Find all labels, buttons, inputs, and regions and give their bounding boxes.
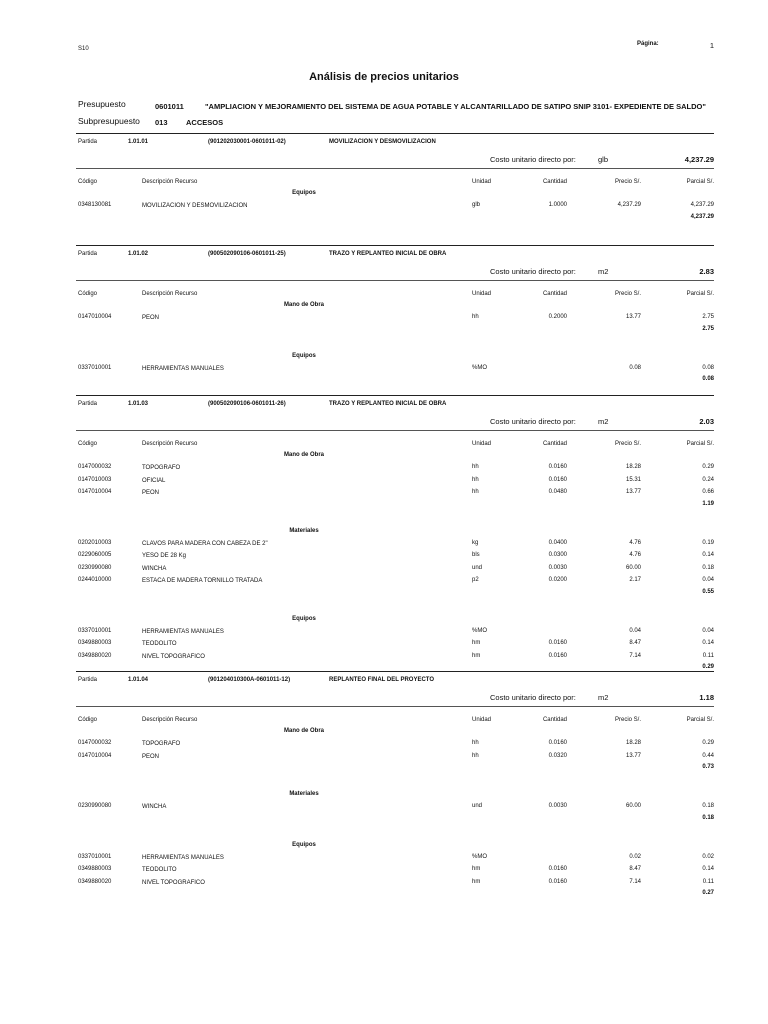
partida-ref: (900502090106-0601011-25): [208, 251, 286, 257]
row-partial: 0.04: [702, 627, 714, 634]
col-codigo: Código: [78, 179, 98, 185]
partida-number: 1.01.02: [128, 251, 149, 257]
row-partial: 2.75: [702, 314, 714, 320]
row-unit: hh: [472, 464, 479, 470]
partida-label: Partida: [78, 677, 98, 683]
row-price: 8.47: [629, 866, 641, 872]
group-subtotal: 0.18: [702, 814, 714, 821]
row-desc: ESTACA DE MADERA TORNILLO TRATADA: [142, 578, 263, 584]
row-partial: 0.11: [702, 652, 714, 659]
row-partial: 0.29: [702, 464, 714, 470]
col-parcial: Parcial S/.: [686, 717, 714, 723]
row-price: 4,237.29: [617, 202, 641, 208]
software-code: S10: [78, 46, 89, 52]
row-qty: 1.0000: [548, 202, 567, 208]
row-unit: p2: [472, 577, 479, 583]
row-price: 4.76: [629, 552, 641, 558]
col-parcial: Parcial S/.: [686, 179, 714, 185]
partida-name: TRAZO Y REPLANTEO INICIAL DE OBRA: [329, 401, 447, 407]
partida-number: 1.01.03: [128, 401, 149, 407]
row-code: 0147000032: [78, 464, 112, 470]
row-partial: 0.66: [702, 489, 714, 495]
row-unit: hh: [472, 314, 479, 320]
row-code: 0202010003: [78, 539, 112, 546]
col-precio: Precio S/.: [614, 717, 641, 723]
row-partial: 0.44: [702, 752, 714, 759]
row-partial: 4,237.29: [690, 202, 714, 208]
costo-total: 4,237.29: [684, 155, 714, 164]
group-subtotal: 0.08: [702, 376, 714, 382]
row-unit: und: [472, 564, 483, 571]
row-partial: 0.14: [702, 866, 714, 872]
page-label: Página:: [637, 41, 659, 47]
partida-number: 1.01.01: [128, 139, 149, 145]
partida-name: REPLANTEO FINAL DEL PROYECTO: [329, 677, 435, 683]
row-desc: PEON: [142, 315, 160, 321]
divider: [76, 280, 714, 281]
row-partial: 0.18: [702, 564, 714, 571]
costo-unit: m2: [598, 417, 609, 426]
col-cantidad: Cantidad: [542, 179, 567, 185]
group-title: Mano de Obra: [283, 728, 324, 734]
row-unit: %MO: [472, 853, 487, 860]
row-desc: HERRAMIENTAS MANUALES: [142, 365, 224, 372]
page-title: Análisis de precios unitarios: [309, 71, 459, 83]
row-code: 0349880020: [78, 878, 112, 885]
group-subtotal: 0.55: [702, 588, 714, 595]
presupuesto-label: Presupuesto: [78, 99, 126, 109]
presupuesto-code: 0601011: [155, 102, 184, 111]
row-unit: hm: [472, 640, 481, 646]
row-partial: 0.14: [702, 552, 714, 558]
row-qty: 0.0200: [548, 577, 567, 583]
subpresupuesto-label: Subpresupuesto: [78, 116, 140, 126]
row-partial: 0.24: [702, 476, 714, 483]
row-partial: 0.19: [702, 539, 714, 546]
divider: [76, 430, 714, 431]
row-price: 60.00: [625, 564, 641, 571]
group-subtotal: 0.73: [702, 764, 714, 770]
costo-label: Costo unitario directo por:: [490, 417, 576, 426]
row-code: 0147010003: [78, 476, 112, 483]
row-code: 0230990080: [78, 564, 112, 571]
group-title: Materiales: [289, 791, 319, 797]
col-cantidad: Cantidad: [542, 291, 567, 297]
row-unit: %MO: [472, 627, 487, 634]
col-precio: Precio S/.: [614, 291, 641, 297]
row-price: 60.00: [625, 803, 641, 809]
row-desc: HERRAMIENTAS MANUALES: [142, 854, 224, 861]
partida-ref: (901202030001-0601011-02): [208, 139, 286, 145]
row-partial: 0.04: [702, 577, 714, 583]
row-price: 8.47: [629, 640, 641, 646]
col-unidad: Unidad: [472, 441, 492, 447]
col-cantidad: Cantidad: [542, 441, 567, 447]
row-qty: 0.0320: [548, 752, 567, 759]
row-desc: OFICIAL: [142, 477, 166, 484]
row-code: 0349880003: [78, 866, 112, 872]
col-descripcion: Descripción Recurso: [142, 717, 198, 723]
row-desc: MOVILIZACION Y DESMOVILIZACION: [142, 203, 248, 209]
row-code: 0337010001: [78, 627, 112, 634]
col-descripcion: Descripción Recurso: [142, 179, 198, 185]
row-price: 0.02: [629, 853, 641, 860]
costo-label: Costo unitario directo por:: [490, 267, 576, 276]
row-code: 0348130081: [78, 202, 112, 208]
col-parcial: Parcial S/.: [686, 291, 714, 297]
partida-name: TRAZO Y REPLANTEO INICIAL DE OBRA: [329, 251, 447, 257]
row-unit: und: [472, 803, 483, 809]
row-price: 15.31: [625, 476, 641, 483]
col-unidad: Unidad: [472, 717, 492, 723]
costo-total: 1.18: [699, 693, 714, 702]
row-desc: TEODOLITO: [142, 641, 177, 647]
costo-unit: m2: [598, 693, 609, 702]
row-code: 0147010004: [78, 489, 112, 495]
group-subtotal: 4,237.29: [690, 213, 714, 220]
col-codigo: Código: [78, 717, 98, 723]
row-code: 0337010001: [78, 364, 112, 371]
group-title: Equipos: [292, 190, 316, 196]
row-desc: TEODOLITO: [142, 867, 177, 873]
row-desc: WINCHA: [142, 804, 167, 810]
row-qty: 0.0400: [548, 539, 567, 546]
row-desc: NIVEL TOPOGRAFICO: [142, 653, 205, 660]
row-qty: 0.0160: [548, 640, 567, 646]
col-descripcion: Descripción Recurso: [142, 291, 198, 297]
group-subtotal: 0.27: [702, 890, 714, 896]
partida-label: Partida: [78, 139, 98, 145]
row-qty: 0.0300: [548, 552, 567, 558]
row-desc: YESO DE 28 Kg: [142, 553, 187, 559]
row-desc: HERRAMIENTAS MANUALES: [142, 628, 224, 635]
row-qty: 0.0030: [548, 564, 567, 571]
row-unit: hm: [472, 652, 481, 659]
group-subtotal: 2.75: [702, 325, 714, 332]
partida-name: MOVILIZACION Y DESMOVILIZACION: [329, 139, 436, 145]
row-price: 4.76: [629, 539, 641, 546]
group-title: Equipos: [292, 352, 316, 359]
col-cantidad: Cantidad: [542, 717, 567, 723]
row-desc: TOPOGRAFO: [142, 465, 181, 471]
divider: [76, 133, 714, 134]
divider: [76, 706, 714, 707]
divider: [76, 245, 714, 246]
col-unidad: Unidad: [472, 179, 492, 185]
row-unit: hh: [472, 752, 479, 759]
group-title: Mano de Obra: [283, 302, 324, 308]
row-code: 0147010004: [78, 752, 112, 759]
group-title: Mano de Obra: [283, 452, 324, 458]
costo-unit: glb: [598, 155, 609, 164]
costo-label: Costo unitario directo por:: [490, 155, 576, 164]
col-parcial: Parcial S/.: [686, 441, 714, 447]
row-code: 0147010004: [78, 314, 112, 320]
row-qty: 0.0160: [548, 476, 567, 483]
row-qty: 0.0160: [548, 878, 567, 885]
col-descripcion: Descripción Recurso: [142, 441, 198, 447]
col-unidad: Unidad: [472, 291, 492, 297]
col-codigo: Código: [78, 441, 98, 447]
row-code: 0349880003: [78, 640, 112, 646]
row-unit: hh: [472, 740, 479, 746]
costo-total: 2.83: [699, 267, 714, 276]
row-code: 0244010000: [78, 577, 112, 583]
row-price: 0.08: [629, 364, 641, 371]
row-price: 2.17: [629, 577, 641, 583]
divider: [76, 168, 714, 169]
row-qty: 0.0160: [548, 652, 567, 659]
row-qty: 0.0160: [548, 464, 567, 470]
row-partial: 0.29: [702, 740, 714, 746]
row-partial: 0.14: [702, 640, 714, 646]
row-qty: 0.0160: [548, 740, 567, 746]
row-unit: hh: [472, 489, 479, 495]
row-price: 13.77: [625, 314, 641, 320]
row-price: 18.28: [625, 740, 641, 746]
row-price: 7.14: [629, 652, 641, 659]
row-code: 0349880020: [78, 652, 112, 659]
subpresupuesto-name: ACCESOS: [186, 118, 224, 127]
row-desc: CLAVOS PARA MADERA CON CABEZA DE 2": [142, 540, 268, 547]
row-price: 18.28: [625, 464, 641, 470]
row-unit: hm: [472, 866, 481, 872]
row-desc: TOPOGRAFO: [142, 741, 181, 747]
row-price: 7.14: [629, 878, 641, 885]
partida-label: Partida: [78, 401, 98, 407]
row-code: 0230990080: [78, 803, 112, 809]
row-code: 0337010001: [78, 853, 112, 860]
row-desc: NIVEL TOPOGRAFICO: [142, 879, 205, 886]
row-partial: 0.18: [702, 803, 714, 809]
row-partial: 0.08: [702, 364, 714, 371]
page-number: 1: [709, 41, 714, 50]
row-unit: hh: [472, 476, 479, 483]
row-code: 0229060005: [78, 552, 112, 558]
costo-total: 2.03: [699, 417, 714, 426]
costo-label: Costo unitario directo por:: [490, 693, 576, 702]
row-price: 13.77: [625, 752, 641, 759]
row-unit: kg: [472, 539, 479, 546]
col-codigo: Código: [78, 291, 98, 297]
row-unit: %MO: [472, 364, 487, 371]
partida-number: 1.01.04: [128, 677, 149, 683]
row-desc: PEON: [142, 753, 160, 760]
group-subtotal: 0.29: [702, 664, 714, 670]
row-price: 0.04: [629, 627, 641, 634]
row-unit: hm: [472, 878, 481, 885]
group-title: Materiales: [289, 527, 319, 534]
partida-ref: (901204010300A-0601011-12): [208, 677, 291, 683]
row-qty: 0.2000: [548, 314, 567, 320]
col-precio: Precio S/.: [614, 179, 641, 185]
row-qty: 0.0160: [548, 866, 567, 872]
row-partial: 0.11: [702, 878, 714, 885]
row-partial: 0.02: [702, 853, 714, 860]
presupuesto-name: "AMPLIACION Y MEJORAMIENTO DEL SISTEMA DE AGUA POTABLE Y ALCANTARILLADO DE SATIPO SNIP 3101- EXPEDIENTE DE SALDO": [205, 102, 706, 111]
group-title: Equipos: [292, 841, 316, 848]
row-price: 13.77: [625, 489, 641, 495]
row-desc: WINCHA: [142, 565, 167, 572]
costo-unit: m2: [598, 267, 609, 276]
group-title: Equipos: [292, 615, 316, 622]
divider: [76, 671, 714, 672]
partida-label: Partida: [78, 251, 98, 257]
group-subtotal: 1.19: [702, 500, 714, 507]
row-unit: glb: [472, 202, 481, 208]
row-code: 0147000032: [78, 740, 112, 746]
row-unit: bls: [472, 552, 480, 558]
row-qty: 0.0030: [548, 803, 567, 809]
col-precio: Precio S/.: [614, 441, 641, 447]
partida-ref: (900502090106-0601011-26): [208, 401, 286, 407]
row-qty: 0.0480: [548, 489, 567, 495]
row-desc: PEON: [142, 490, 160, 496]
subpresupuesto-code: 013: [155, 118, 168, 127]
divider: [76, 395, 714, 396]
